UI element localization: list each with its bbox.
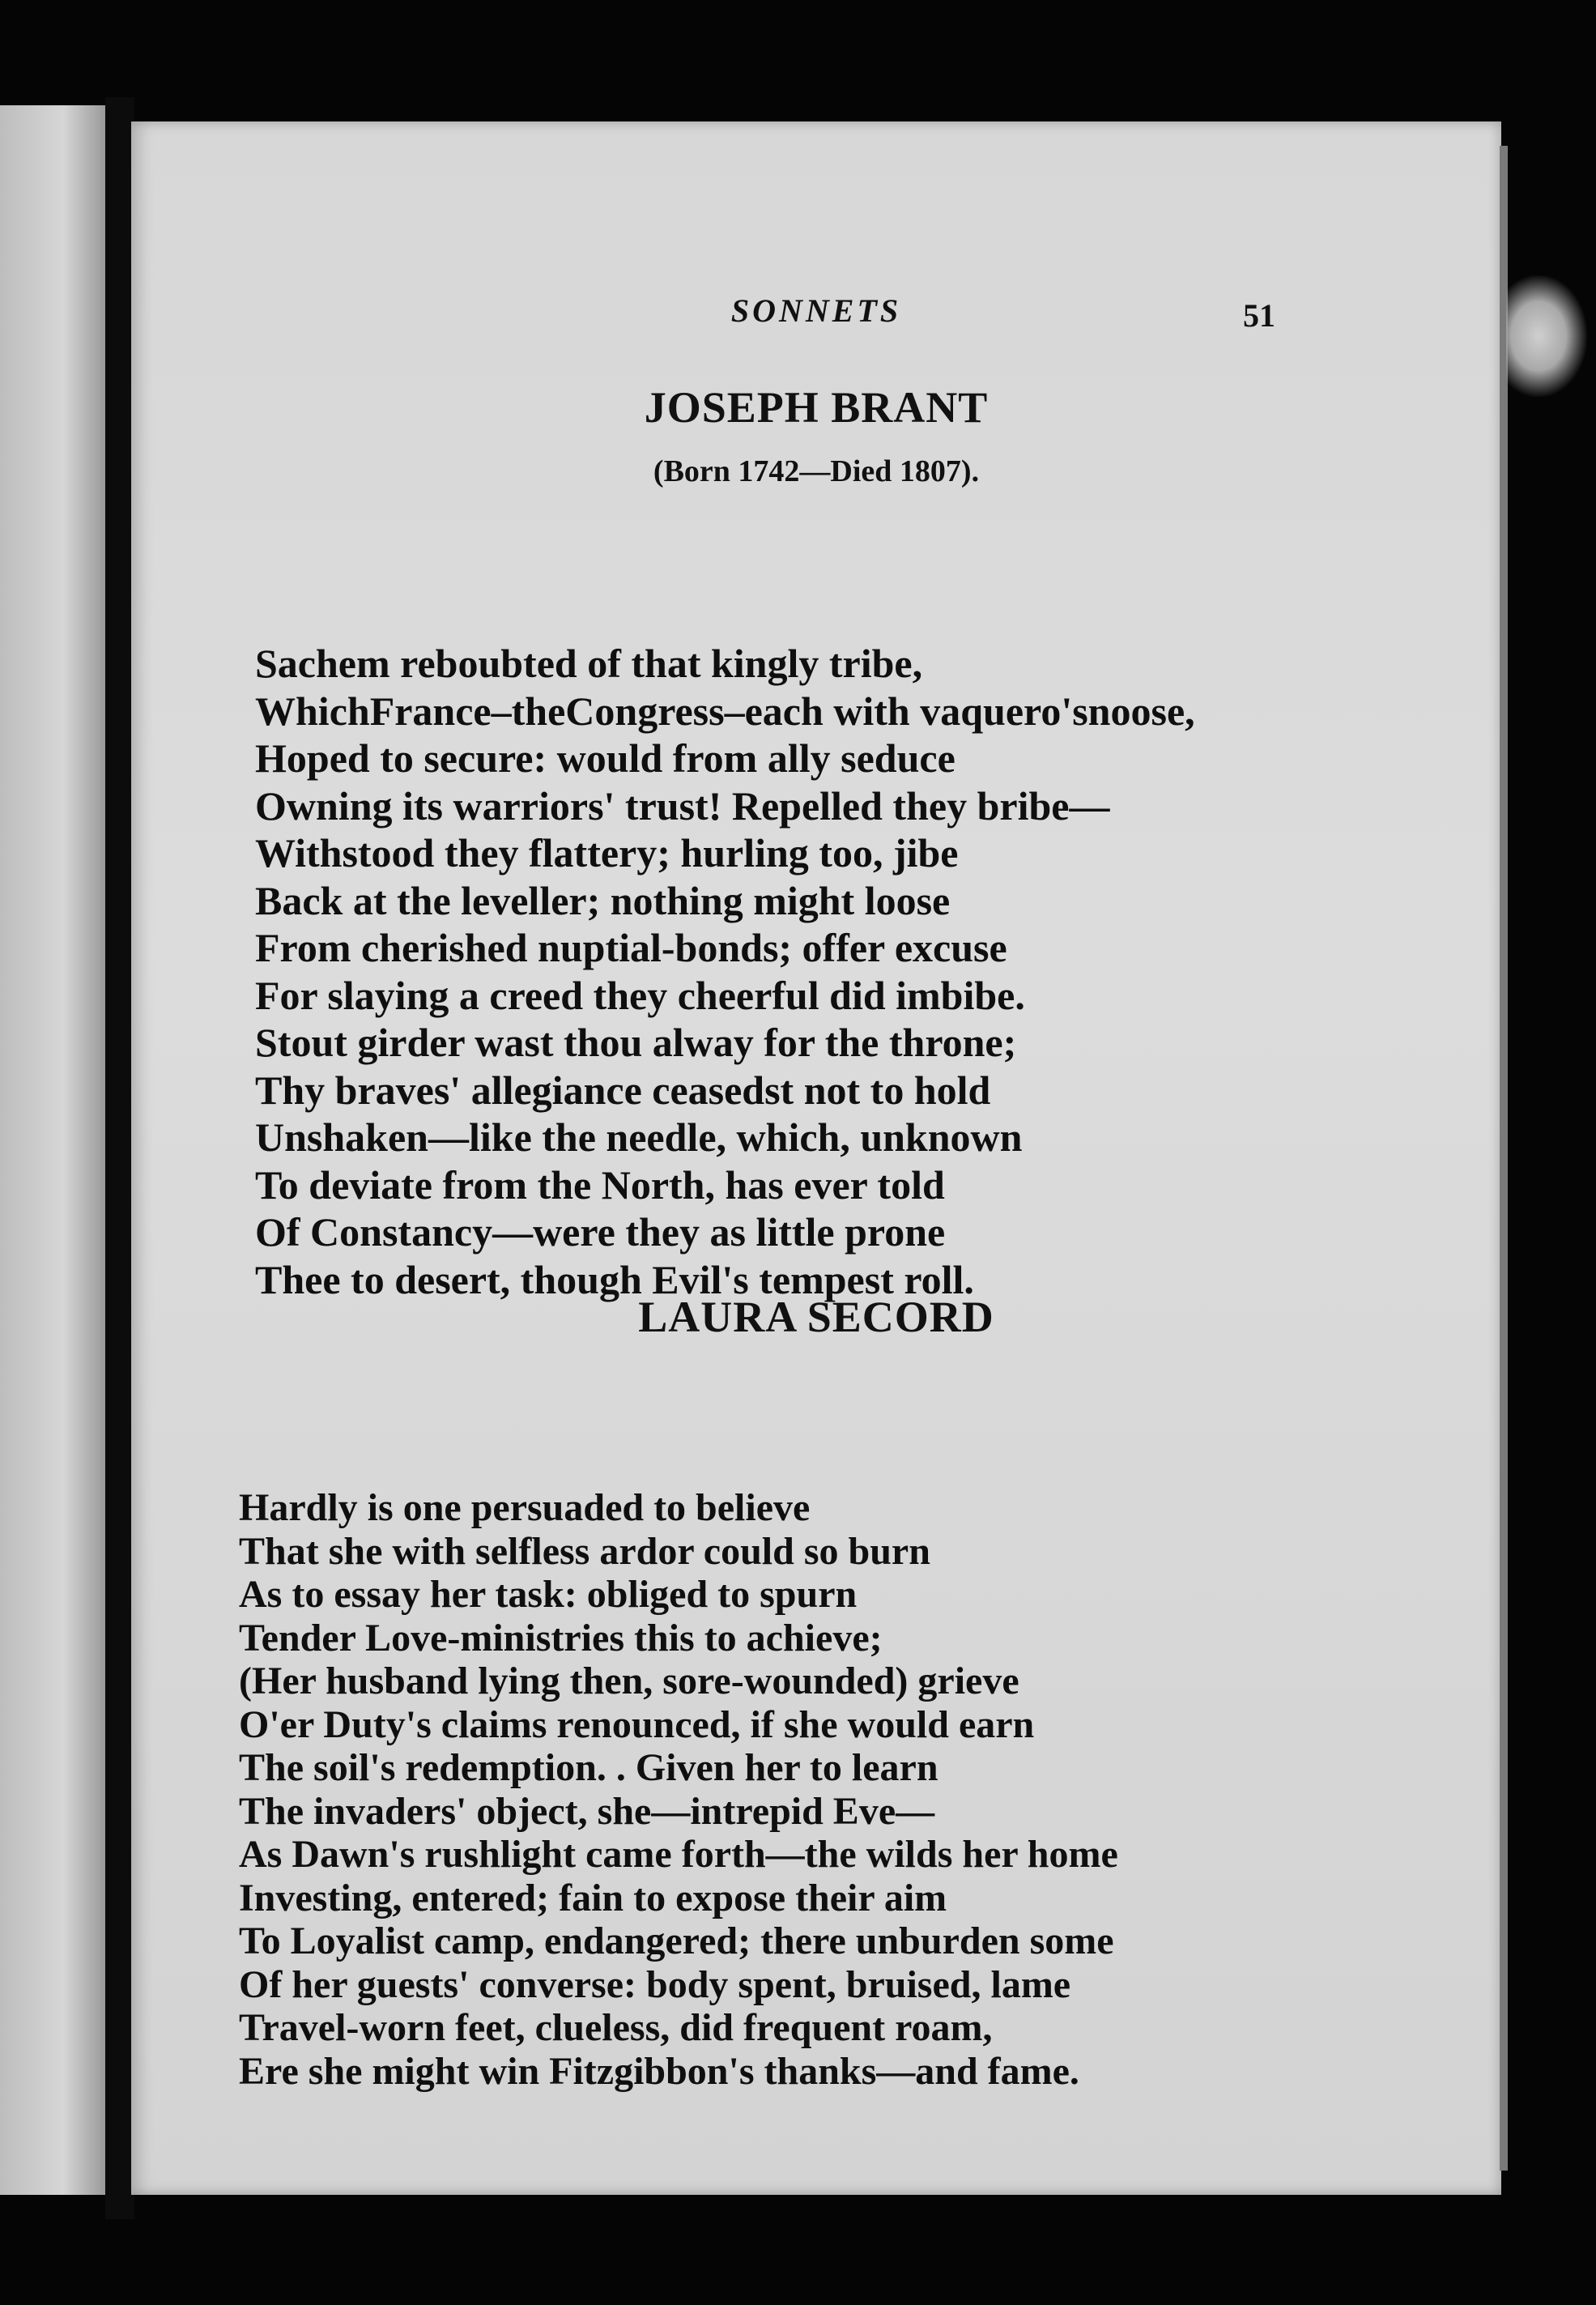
poem-line: Thy braves' allegiance ceasedst not to hold bbox=[255, 1067, 991, 1113]
poem-line: From cherished nuptial-bonds; offer excuse bbox=[255, 925, 1007, 970]
book-gutter bbox=[105, 97, 134, 2219]
poem-line: Travel-worn feet, clueless, did frequent roam, bbox=[239, 2006, 993, 2049]
poem-line: Owning its warriors' trust! Repelled they bribe— bbox=[255, 782, 1110, 829]
page-right-edge bbox=[1500, 146, 1508, 2171]
poem-line: Hoped to secure: would from ally seduce bbox=[255, 735, 955, 781]
poem-line: To Loyalist camp, endangered; there unburden some bbox=[239, 1919, 1114, 1962]
poem-line: Withstood they flattery; hurling too, jibe bbox=[255, 830, 959, 876]
sonnet-laura-secord bbox=[239, 1486, 1118, 2093]
poem-line: Of Constancy—were they as little prone bbox=[255, 1209, 946, 1255]
poem-line: Unshaken—like the needle, which, unknown bbox=[255, 1114, 1023, 1160]
poem-line: Thee to desert, though Evil's tempest roll. bbox=[255, 1256, 974, 1302]
page-number: 51 bbox=[1243, 297, 1275, 334]
page-header bbox=[131, 292, 1501, 348]
poem-line: Hardly is one persuaded to believe bbox=[239, 1486, 811, 1529]
poem-line: To deviate from the North, has ever told bbox=[255, 1161, 945, 1208]
poem-line: Of her guests' converse: body spent, bruised, lame bbox=[239, 1962, 1071, 2006]
poem-line: Sachem reboubted of that kingly tribe, bbox=[255, 641, 923, 686]
poem-line: (Her husband lying then, sore-wounded) grieve bbox=[239, 1660, 1019, 1702]
paper-damage-mark bbox=[1506, 275, 1587, 397]
poem-line: Stout girder wast thou alway for the throne; bbox=[255, 1020, 1017, 1065]
running-head: SONNETS bbox=[730, 292, 902, 329]
poem-line: For slaying a creed they cheerful did imbibe. bbox=[255, 972, 1025, 1018]
poem-line: Investing, entered; fain to expose their aim bbox=[239, 1876, 947, 1919]
poem-dates-joseph-brant: (Born 1742—Died 1807). bbox=[653, 454, 980, 488]
poem-line: The soil's redemption. . Given her to learn bbox=[239, 1746, 938, 1789]
sonnet-joseph-brant bbox=[255, 640, 1195, 1303]
previous-page-edge bbox=[0, 105, 105, 2195]
poem-title-laura-secord: LAURA SECORD bbox=[638, 1293, 994, 1341]
poem-title-joseph-brant: JOSEPH BRANT bbox=[644, 383, 989, 432]
poem-line: Back at the leveller; nothing might loose bbox=[255, 877, 951, 923]
poem-line: WhichFrance–theCongress–each with vaquero'snoose, bbox=[255, 688, 1195, 734]
poem-line: As to essay her task: obliged to spurn bbox=[239, 1573, 858, 1616]
poem-line: As Dawn's rushlight came forth—the wilds her home bbox=[239, 1833, 1118, 1876]
book-page bbox=[131, 121, 1501, 2195]
poem-line: O'er Duty's claims renounced, if she would earn bbox=[239, 1702, 1035, 1746]
poem-line: The invaders' object, she—intrepid Eve— bbox=[239, 1789, 935, 1833]
poem-line: Ere she might win Fitzgibbon's thanks—and fame. bbox=[239, 2049, 1079, 2093]
poem-line: Tender Love-ministries this to achieve; bbox=[239, 1616, 883, 1660]
poem-line: That she with selfless ardor could so burn bbox=[239, 1529, 930, 1573]
